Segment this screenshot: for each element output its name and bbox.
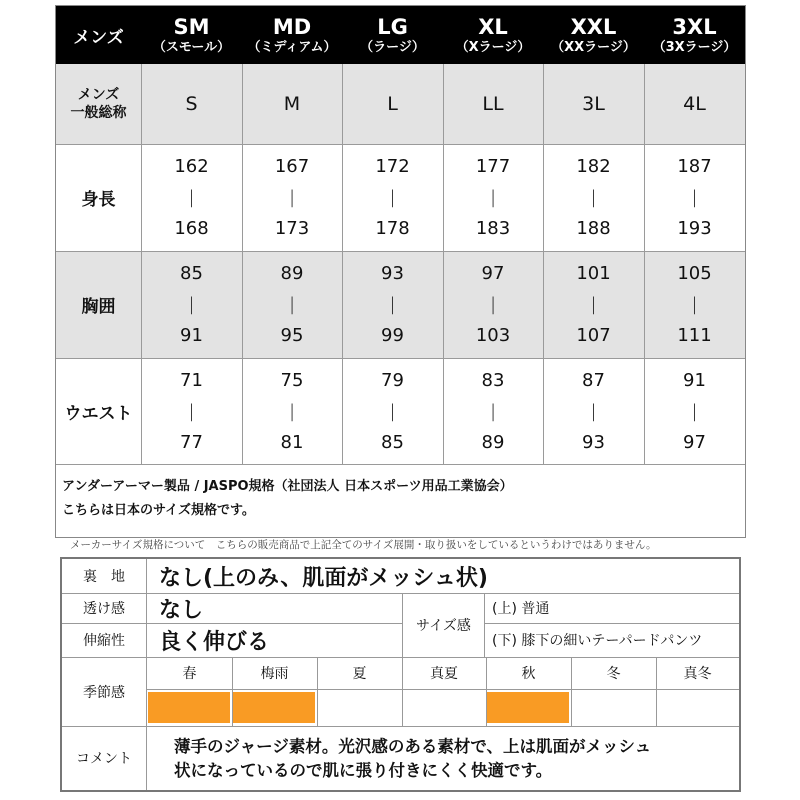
range-max: 193 (677, 218, 712, 239)
fit-bottom: (下) 膝下の細いテーパードパンツ (492, 633, 703, 649)
season-name-3: 真夏 (430, 666, 458, 682)
season-name-5: 冬 (606, 666, 621, 682)
range-separator: | (389, 187, 396, 208)
lining-label: 裏 地 (83, 569, 125, 585)
range-min: 87 (582, 369, 605, 391)
size-reading: （3Xラージ） (652, 40, 737, 55)
size-reading: （XXラージ） (551, 40, 636, 55)
season-indicator-3 (403, 692, 484, 723)
measure-range (342, 251, 443, 358)
size-reading: （スモール） (152, 40, 231, 55)
measure-range (543, 358, 644, 464)
range-max: 97 (683, 431, 706, 453)
size-header-3 (443, 6, 543, 64)
sheer-label: 透け感 (83, 601, 125, 617)
material-info-table (60, 557, 741, 792)
range-separator: | (691, 294, 698, 315)
measure-range (141, 358, 242, 464)
measure-range (644, 358, 745, 464)
range-separator: | (691, 400, 698, 422)
measure-label-1: 胸囲 (81, 297, 116, 317)
range-separator: | (288, 400, 296, 422)
fit-label: サイズ感 (416, 618, 471, 634)
measure-range (543, 251, 644, 358)
range-max: 111 (677, 325, 712, 346)
range-max: 77 (180, 431, 203, 453)
range-max: 103 (475, 325, 511, 346)
season-name-4: 秋 (521, 666, 536, 682)
range-min: 101 (576, 263, 611, 284)
size-reading: （ラージ） (360, 40, 425, 55)
stretch-label: 伸縮性 (83, 633, 125, 649)
size-notes (62, 476, 742, 521)
size-header-4 (543, 6, 644, 64)
range-max: 99 (381, 325, 404, 346)
measure-range (141, 144, 242, 251)
corner-label: メンズ (73, 27, 124, 48)
range-max: 188 (576, 218, 611, 239)
measure-label-0: 身長 (81, 190, 116, 210)
range-max: 91 (180, 325, 203, 346)
range-min: 71 (180, 369, 203, 391)
measure-range (242, 144, 342, 251)
measure-range (443, 358, 543, 464)
range-separator: | (288, 187, 296, 208)
size-note-1: アンダーアーマー製品 / JASPO規格（社団法人 日本スポーツ用品工業協会） (62, 479, 513, 494)
measure-range (342, 144, 443, 251)
range-max: 178 (375, 218, 410, 239)
range-separator: | (188, 187, 195, 208)
size-reading: （ミディアム） (247, 40, 337, 55)
range-max: 81 (280, 431, 304, 453)
range-max: 89 (481, 431, 505, 453)
range-separator: | (590, 294, 597, 315)
range-min: 75 (280, 369, 304, 391)
range-min: 187 (677, 156, 712, 177)
season-name-0: 春 (182, 666, 197, 682)
size-header-0 (141, 6, 242, 64)
season-indicator-4 (487, 692, 569, 723)
season-name-1: 梅雨 (260, 666, 289, 682)
season-name-2: 夏 (352, 666, 367, 682)
comment-label: コメント (76, 751, 132, 767)
maker-size-note: メーカーサイズ規格について こちらの販売商品で上記全てのサイズ展開・取り扱いをしているというわけではありません。 (70, 539, 657, 551)
general-size-1: M (283, 93, 301, 115)
range-max: 183 (475, 218, 511, 239)
measure-range (443, 144, 543, 251)
lining-value: なし(上のみ、肌面がメッシュ状) (159, 565, 488, 591)
range-separator: | (489, 294, 497, 315)
range-min: 91 (683, 369, 706, 391)
range-min: 89 (280, 263, 304, 284)
range-max: 168 (174, 218, 209, 239)
size-code: 3XL (672, 15, 717, 39)
range-separator: | (188, 294, 195, 315)
season-indicator-2 (318, 692, 400, 723)
general-size-0: S (185, 93, 198, 115)
range-separator: | (489, 187, 497, 208)
comment-line-1: 薄手のジャージ素材。光沢感のある素材で、上は肌面がメッシュ (174, 737, 652, 756)
general-size-2: L (387, 93, 398, 115)
range-separator: | (590, 400, 597, 422)
measure-range (242, 251, 342, 358)
sheer-value: なし (159, 597, 204, 623)
range-min: 162 (174, 156, 209, 177)
season-indicator-0 (148, 692, 230, 723)
size-reading: （Xラージ） (455, 40, 531, 55)
range-separator: | (590, 187, 597, 208)
size-chart-table (55, 5, 746, 538)
range-min: 97 (481, 263, 505, 284)
range-max: 173 (274, 218, 310, 239)
measure-range (644, 251, 745, 358)
range-separator: | (691, 187, 698, 208)
range-min: 105 (677, 263, 712, 284)
size-note-2: こちらは日本のサイズ規格です。 (62, 503, 255, 518)
season-indicator-5 (572, 692, 654, 723)
range-min: 172 (375, 156, 410, 177)
size-code: MD (272, 15, 312, 39)
measure-range (443, 251, 543, 358)
measure-range (342, 358, 443, 464)
range-max: 95 (280, 325, 304, 346)
measure-range (543, 144, 644, 251)
fit-top: (上) 普通 (492, 601, 550, 617)
season-indicator-6 (657, 692, 737, 723)
range-min: 177 (475, 156, 511, 177)
range-separator: | (188, 400, 195, 422)
range-separator: | (389, 400, 396, 422)
size-code: XXL (570, 15, 617, 39)
measure-label-2: ウエスト (64, 403, 133, 424)
measure-range (644, 144, 745, 251)
size-header-5 (644, 6, 745, 64)
measure-range (141, 251, 242, 358)
range-min: 79 (381, 369, 404, 391)
season-label: 季節感 (83, 684, 125, 701)
range-min: 85 (180, 263, 203, 284)
range-min: 83 (481, 369, 505, 391)
range-separator: | (389, 294, 396, 315)
measure-range (242, 358, 342, 464)
size-header-2 (342, 6, 443, 64)
range-min: 167 (274, 156, 310, 177)
range-min: 93 (381, 263, 404, 284)
general-size-4: 3L (582, 93, 605, 115)
general-size-3: LL (482, 93, 504, 115)
range-separator: | (288, 294, 296, 315)
comment-line-2: 状になっているので肌に張り付きにくく快適です。 (174, 761, 553, 780)
size-code: LG (377, 15, 408, 39)
size-code: SM (173, 15, 210, 39)
range-max: 107 (576, 325, 611, 346)
range-max: 85 (381, 431, 404, 453)
season-indicator-1 (233, 692, 315, 723)
size-code: XL (478, 15, 508, 39)
range-separator: | (489, 400, 497, 422)
size-header-1 (242, 6, 342, 64)
season-name-6: 真冬 (683, 666, 712, 682)
general-label-line1: メンズ (77, 87, 120, 103)
comment-text (170, 735, 745, 783)
general-label-line2: 一般総称 (70, 105, 127, 121)
stretch-value: 良く伸びる (159, 629, 270, 655)
general-size-5: 4L (683, 93, 706, 115)
corner-header (56, 6, 141, 64)
range-max: 93 (582, 431, 605, 453)
general-name-header (56, 64, 141, 144)
range-min: 182 (576, 156, 611, 177)
